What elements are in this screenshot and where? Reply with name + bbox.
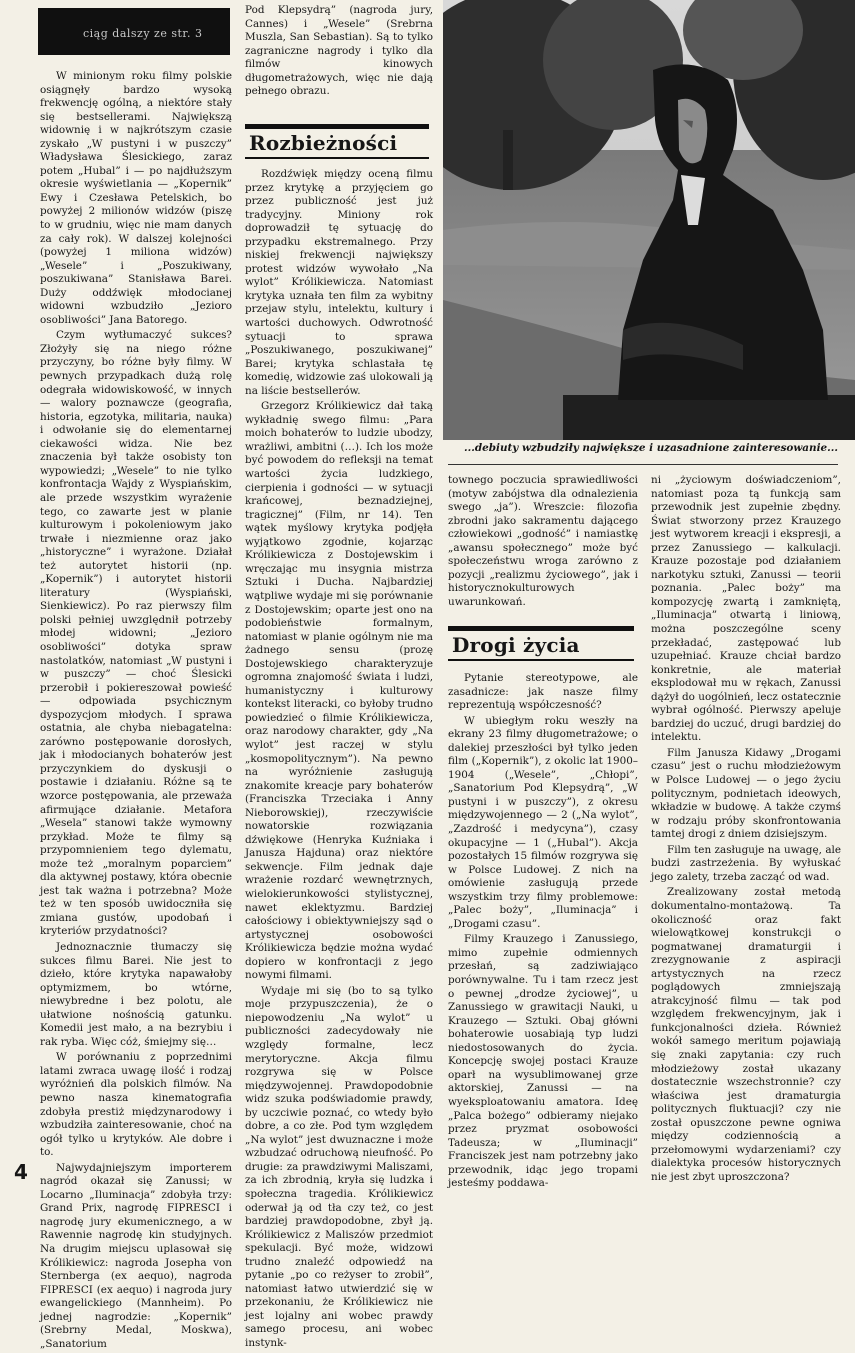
col1-paragraph: Czym wytłumaczyć sukces? Złożyły się na niego różne przyczyny, bo różne były filmy. W pewnych przypadkach dużą rolę odegrała widowiskowość, w innych — walory poznawcze (geografia, historia, egzotyka, militaria, nauka) i odwołanie się do elementarnej ciekawości widza. Nie bez znaczenia był także osobisty ton wypowiedzi; „Wesele” to nie tylko konfrontacja Wajdy z Wyspiańskim, ale przede wszystkim wyrażenie tego, co zawarte jest w planie kulturowym i pokoleniowym jako trwałe i niezmienne oraz jako „historyczne” i wyrażone. Działał też autorytet historii (np. „Kopernik”) i autorytet historii literatury (Wyspiański, Sienkiewicz). Po raz pierwszy film polski pełniej uwzględnił potrzeby młodej widowni; „Jezioro osobliwości” dotyka spraw nastolatków, natomiast „W pustyni i w puszczy” — choć Ślesicki przerobił i pokiereszował powieść — odpowiada psychicznym dyspozycjom młodych. I sprawa ostatnia, ale chyba niebagatelna: zarówno postępowanie dorosłych, jak i młodocianych bohaterów jest przyczynkiem do dyskusji o postawie i działaniu. Różne są te wzorce postępowania, ale przeważa afirmujące działanie. Metafora „Wesela” stanowi także wymowny przykład. Może te filmy są przypomnieniem tego dylematu, może też „moralnym poparciem” dla aktywnej postawy, która obecnie jest tak ważna i potrzebna? Może też w ten sposób uwidoczniła się zmiana gustów, upodobań i kryteriów przydatności?	[40, 329, 232, 938]
heading-drogi-zycia: Drogi życia	[448, 626, 634, 661]
continued-from-banner: ciąg dalszy ze str. 3	[38, 8, 230, 55]
column-3	[448, 474, 638, 611]
col3-paragraph: Pytanie stereotypowe, ale zasadnicze: jak nasze filmy reprezentują współczesność?	[448, 672, 638, 712]
col3-paragraph: townego poczucia sprawiedliwości (motyw zabójstwa dla odnalezienia swego „ja”). Wreszcie: filozofia zbrodni jako sakramentu dającego człowiekowi „godność” i namiastkę „awansu społecznego” może być społeczeństwu wroga zarówno z pozycji „realizmu życiowego”, jak i historycznokulturowych uwarunkowań.	[448, 474, 638, 608]
column-2-continued	[245, 168, 433, 1353]
col1-paragraph: Jednoznacznie tłumaczy się sukces filmu Barei. Nie jest to dzieło, które krytyka napawałoby optymizmem, bo wtórne, niewybredne i bez polotu, ale ułatwione nośnością gatunku. Komedii jest mało, a na bezrybiu i rak ryba. Więc cóż, śmiejmy się…	[40, 941, 232, 1048]
column-1	[40, 70, 232, 1353]
column-2	[245, 4, 433, 101]
photo-caption: ...debiuty wzbudziły największe i uzasadnione zainteresowanie...	[448, 442, 838, 465]
man-in-park-image	[443, 0, 855, 440]
col1-paragraph: W porównaniu z poprzednimi latami zwraca uwagę ilość i rodzaj wyróżnień dla polskich filmów. Na pewno nasza kinematografia zdobyła prestiż międzynarodowy i wzbudziła zainteresowanie, choć na ogół tylko u krytyków. Ale dobre i to.	[40, 1051, 232, 1159]
col2-paragraph: Rozdźwięk między oceną filmu przez krytykę a przyjęciem go przez publiczność jest już tradycyjny. Miniony rok doprowadził tę sytuację do przypadku ekstremalnego. Przy niskiej frekwencji największy protest widzów wywołało „Na wylot” Królikiewicza. Natomiast krytyka uznała ten film za wybitny przejaw stylu, intelektu, kultury i wartości duchowych. Odwrotność sytuacji to sprawa „Poszukiwanego, poszukiwanej” Barei; krytyka schlastała tę komedię, widzowie zaś ulokowali ją na liście bestsellerów.	[245, 168, 433, 397]
col2-paragraph: Wydaje mi się (bo to są tylko moje przypuszczenia), że o niepowodzeniu „Na wylot” u publiczności zadecydowały nie względy formalne, lecz merytoryczne. Akcja filmu rozgrywa się w Polsce międzywojennej. Prawdopodobnie widz szuka podświadomie prawdy, by uczciwie poznać, co wtedy było dobre, a co złe. Pod tym względem „Na wylot” jest dwuznaczne i może wzbudzać odruchową nieufność. Po drugie: za prawdziwymi Maliszami, za ich zbrodnią, kryła się ludzka i społeczna tragedia. Królikiewicz oderwał ją od tła czy też, co jest bardziej prawdopodobne, zbył ją. Królikiewicz z Maliszów przedmiot spekulacji. Być może, widzowi trudno znaleźć odpowiedź na pytanie „po co reżyser to zrobił”, natomiast łatwo utwierdzić się w przekonaniu, że Królikiewicz nie jest lojalny ani wobec prawdy samego procesu, ani wobec instynk-	[245, 984, 433, 1350]
col1-paragraph: Najwydajniejszym importerem nagród okazał się Zanussi; w Locarno „Iluminacja” zdobyła trzy: Grand Prix, nagrodę FIPRESCI i nagrodę jury ekumenicznego, a w Rawennie nagrodę kin studyjnych. Na drugim miejscu uplasował się Królikiewicz: nagroda Josepha von Sternberga (ex aequo), nagroda FIPRESCI (ex aequo) i nagroda jury ewangelickiego (Mannheim). Po jednej nagrodzie: „Kopernik” (Srebrny Medal, Moskwa), „Sanatorium	[40, 1161, 232, 1350]
page-number: 4	[14, 1160, 28, 1184]
column-4	[651, 474, 841, 1186]
col3-paragraph: Filmy Krauzego i Zanussiego, mimo zupełnie odmiennych przesłań, są zadziwiająco porównywalne. Tu i tam rzecz jest o pewnej „drodze życiowej”, u Zanussiego w grawitacji Nauki, u Krauzego — Sztuki. Obaj główni bohaterowie uosabiają typ ludzi niedostosowanych do życia. Koncepcję swojej postaci Krauze oparł na wysublimowanej grze aktorskiej, Zanussi — na wyeksploatowaniu amatora. Ideę „Palca bożego” odbieramy niejako przez pryzmat osobowości Tadeusza; w „Iluminacji” Franciszek jest nam potrzebny jako przewodnik, idąc jego tropami jesteśmy poddawa-	[448, 933, 638, 1190]
col4-paragraph: Zrealizowany został metodą dokumentalno-montażową. Ta okoliczność oraz fakt wielowątkowej konstrukcji o pogmatwanej dramaturgii i zrezygnowanie z aspiracji artystycznych na rzecz poglądowych zmniejszają atrakcyjność filmu — tak pod względem frekwencyjnym, jak i funkcjonalności dzieła. Również wokół samego meritum pojawiają się znaki zapytania: czy ruch młodzieżowy został ukazany dostatecznie wszechstronnie? czy właściwa jest dramaturgia politycznych fluktuacji? czy nie został opuszczone pewne ogniwa między codziennością a przełomowymi wydarzeniami? czy dialektyka procesów historycznych nie jest zbyt uproszczona?	[651, 886, 841, 1183]
col4-paragraph: Film Janusza Kidawy „Drogami czasu” jest o ruchu młodzieżowym w Polsce Ludowej — o jego życiu politycznym, podnietach ideowych, wkładzie w budowę. A także czymś w rodzaju próby skonfrontowania tamtej drogi z dniem dzisiejszym.	[651, 746, 841, 841]
col4-paragraph: ni „życiowym doświadczeniom”, natomiast poza tą funkcją sam przewodnik jest zupełnie zbędny. Świat stworzony przez Krauzego jest wytworem kreacji i ekspresji, a przez Zanussiego — kalkulacji. Krauze pozostaje pod działaniem narkotyku sztuki, Zanussi — teorii poznania. „Palec boży” ma kompozycję zwartą i zamkniętą, „Iluminacja” otwartą i liniową, można poszczególne sceny przekładać, zastępować lub uzupełniać. Krauze chciał bardzo konkretnie, ale materiał eksplodował mu w rękach, Zanussi dążył do uogólnień, lecz ostatecznie wybrał ogólność. Pierwszy apeluje bardziej do uczuć, drugi bardziej do intelektu.	[651, 474, 841, 744]
col1-paragraph: W minionym roku filmy polskie osiągnęły bardzo wysoką frekwencję ogólną, a niektóre stały się bestsellerami. Największą widownię i w najkrótszym czasie zyskało „W pustyni i w puszczy” Władysława Ślesickiego, zaraz potem „Hubal” i — po najdłuższym okresie wyświetlania — „Kopernik” Ewy i Czesława Petelskich, bo powyżej 2 milionów widzów (piszę to w grudniu, więc nie mam danych za cały rok). W dalszej kolejności (powyżej 1 miliona widzów) „Wesele” i „Poszukiwany, poszukiwana” Stanisława Barei. Duży oddźwięk młodocianej widowni wzbudziło „Jezioro osobliwości” Jana Batorego.	[40, 70, 232, 326]
col3-paragraph: W ubiegłym roku weszły na ekrany 23 filmy długometrażowe; o dalekiej przeszłości był tylko jeden film („Kopernik”), z okolic lat 1900–1904 („Wesele”, „Chłopi”, „Sanatorium Pod Klepsydrą”, „W pustyni i w puszczy”), z okresu międzywojennego — 2 („Na wylot”, „Zazdrość i medycyna”), czasy okupacyjne — 1 („Hubal”). Akcja pozostałych 15 filmów rozgrywa się w Polsce Ludowej. Z nich na omówienie zasługują przede wszystkim trzy filmy problemowe: „Palec boży”, „Iluminacja” i „Drogami czasu”.	[448, 714, 638, 930]
col2-paragraph: Pod Klepsydrą” (nagroda jury, Cannes) i „Wesele” (Srebrna Muszla, San Sebastian). Są to tylko zagraniczne nagrody i tylko dla filmów kinowych długometrażowych, więc nie dają pełnego obrazu.	[245, 4, 433, 98]
col4-paragraph: Film ten zasługuje na uwagę, ale budzi zastrzeżenia. By wyłuskać jego zalety, trzeba zacząć od wad.	[651, 843, 841, 883]
heading-rozbieznosci: Rozbieżności	[245, 124, 429, 159]
column-3-continued	[448, 672, 638, 1193]
col2-paragraph: Grzegorz Królikiewicz dał taką wykładnię swego filmu: „Para moich bohaterów to ludzie ubodzy, wrażliwi, ambitni (…). Ich los może być powodem do refleksji na temat wartości życia ludzkiego, cierpienia i godności — w sytuacji krańcowej, beznadziejnej, tragicznej” (Film, nr 14). Ten wątek myślowy krytyka podjęła wyjątkowo zgodnie, kojarząc Królikiewicza z Dostojewskim i wręczając mu insygnia mistrza Sztuki i Ducha. Najbardziej wątpliwe wydaje mi się porównanie z Dostojewskim; oparte jest ono na podobieństwie formalnym, natomiast w planie ogólnym nie ma żadnego sensu (prozę Dostojewskiego charakteryzuje ogromna znajomość świata i ludzi, humanistyczny i kulturowy kontekst literacki, co byłoby trudno powiedzieć o filmie Królikiewicza, oraz narodowy charakter, gdy „Na wylot” jest raczej w stylu „kosmopolitycznym”). Na pewno na wyróżnienie zasługują znakomite kreacje pary bohaterów (Franciszka Trzeciaka i Anny Nieborowskiej), rzeczywiście nowatorskie rozwiązania dźwiękowe (Henryka Kuźniaka i Janusza Hajduna) oraz niektóre sekwencje. Film jednak daje wrażenie rozdarć wewnętrznych, wielokierunkowości stylistycznej, nawet eklektyzmu. Bardziej całościowy i obiektywniejszy sąd o artystycznej osobowości Królikiewicza będzie można wydać dopiero w konfrontacji z jego nowymi filmami.	[245, 400, 433, 982]
film-still-photo	[443, 0, 855, 440]
